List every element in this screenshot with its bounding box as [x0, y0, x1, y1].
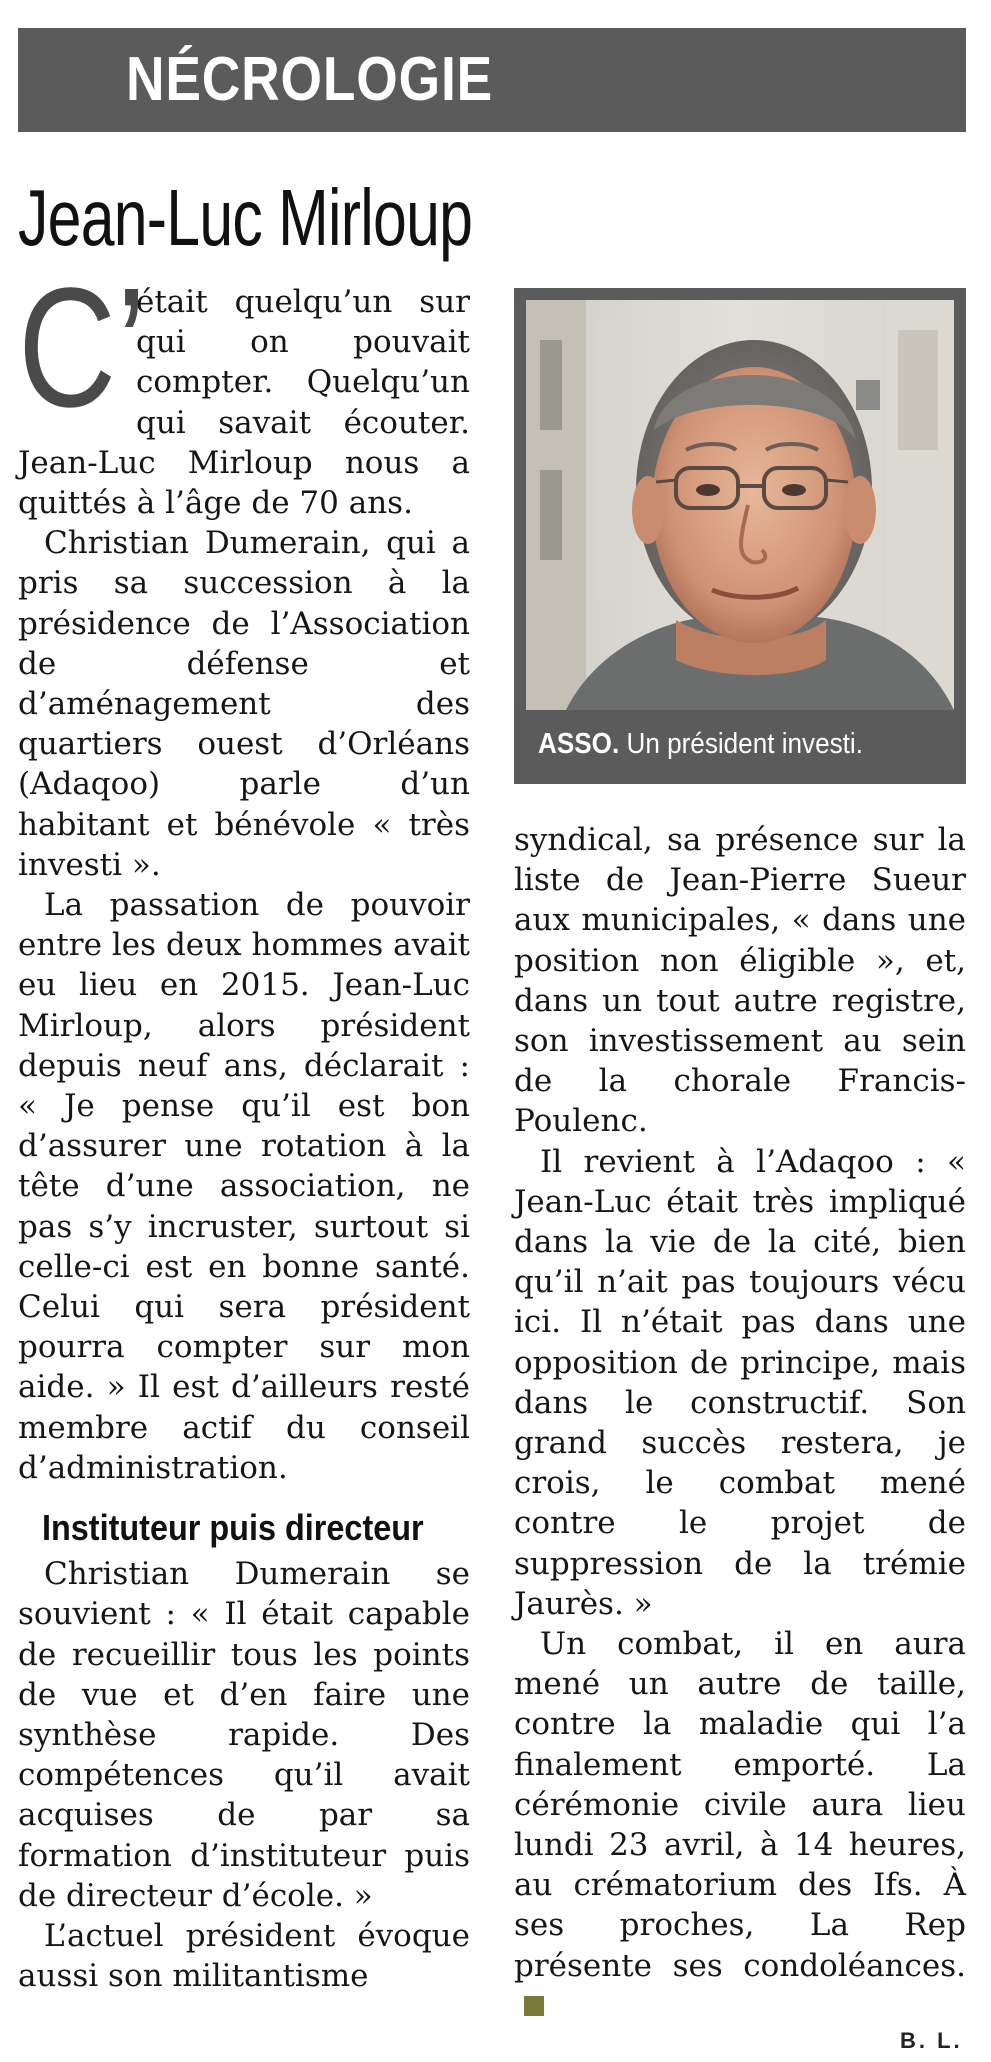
photo-box [514, 288, 966, 784]
dropcap: C’ [18, 253, 147, 443]
paragraph-closing [514, 1624, 966, 2026]
article-column-left [18, 253, 470, 2052]
author-signature: B. L. [900, 2028, 963, 2053]
paragraph-passation: La passation de pouvoir entre les deux hommes avait eu lieu en 2015. Jean-Luc Mirloup, alors président depuis neuf ans, déclarait : « Je pense qu’il est bon d’assurer une rotation à la tête d’une association, ne pas s’y incruster, surtout si celle-ci est en bonne santé. Celui qui sera président pourra compter sur mon aide. » Il est d’ailleurs resté membre actif du conseil d’administration. [18, 887, 470, 1486]
closing-text: Un combat, il en aura mené un autre de taille, contre la maladie qui l’a finalement emporté. La cérémonie civile aura lieu lundi 23 avril, à 14 heures, au crématorium des Ifs. À ses proches, La Rep présente ses condoléances. [514, 1626, 966, 1984]
section-banner [18, 28, 966, 132]
paragraph-intro: était quelqu’un sur qui on pouvait compter. Quelqu’un qui savait écouter. Jean-Luc Mirloup nous a quittés à l’âge de 70 ans. [18, 284, 470, 522]
paragraph-adaqoo: Il revient à l’Adaqoo : « Jean-Luc était très impliqué dans la vie de la cité, bien qu’il n’ait pas toujours vécu ici. Il n’était pas dans une opposition de principe, mais dans le constructif. Son grand succès restera, je crois, le combat mené contre le projet de suppression de la trémie Jaurès. » [514, 1143, 966, 1622]
subheading: Instituteur puis directeur [42, 1507, 424, 1549]
end-of-article-mark [524, 1996, 544, 2016]
paragraph-souvenir: Christian Dumerain se souvient : « Il était capable de recueillir tous les points de vue et d’en faire une synthèse rapide. Des compétences qu’il avait acquises de par sa formation d’instituteur puis de directeur d’école. » [18, 1556, 470, 1914]
portrait-photo [526, 300, 954, 710]
portrait-illustration [526, 300, 954, 710]
caption-text: Un président investi. [619, 728, 863, 760]
dropcap-wrapper [18, 253, 147, 443]
section-label: NÉCROLOGIE [126, 45, 494, 114]
paragraph-militantisme-start: L’actuel président évoque aussi son militantisme [18, 1917, 470, 1995]
paragraph-militantisme-end: syndical, sa présence sur la liste de Jean-Pierre Sueur aux municipales, « dans une position non éligible », et, dans un tout autre registre, son investissement au sein de la chorale Francis-Poulenc. [514, 822, 966, 1140]
headline: Jean-Luc Mirloup [18, 173, 473, 262]
caption-keyword: ASSO. [538, 728, 620, 760]
article-column-right [514, 820, 966, 2020]
photo-caption [538, 724, 916, 764]
paragraph-succession: Christian Dumerain, qui a pris sa succession à la présidence de l’Association de défense et d’aménagement des quartiers ouest d’Orléans (Adaqoo) parle d’un habitant et bénévole « très investi ». [18, 525, 470, 883]
